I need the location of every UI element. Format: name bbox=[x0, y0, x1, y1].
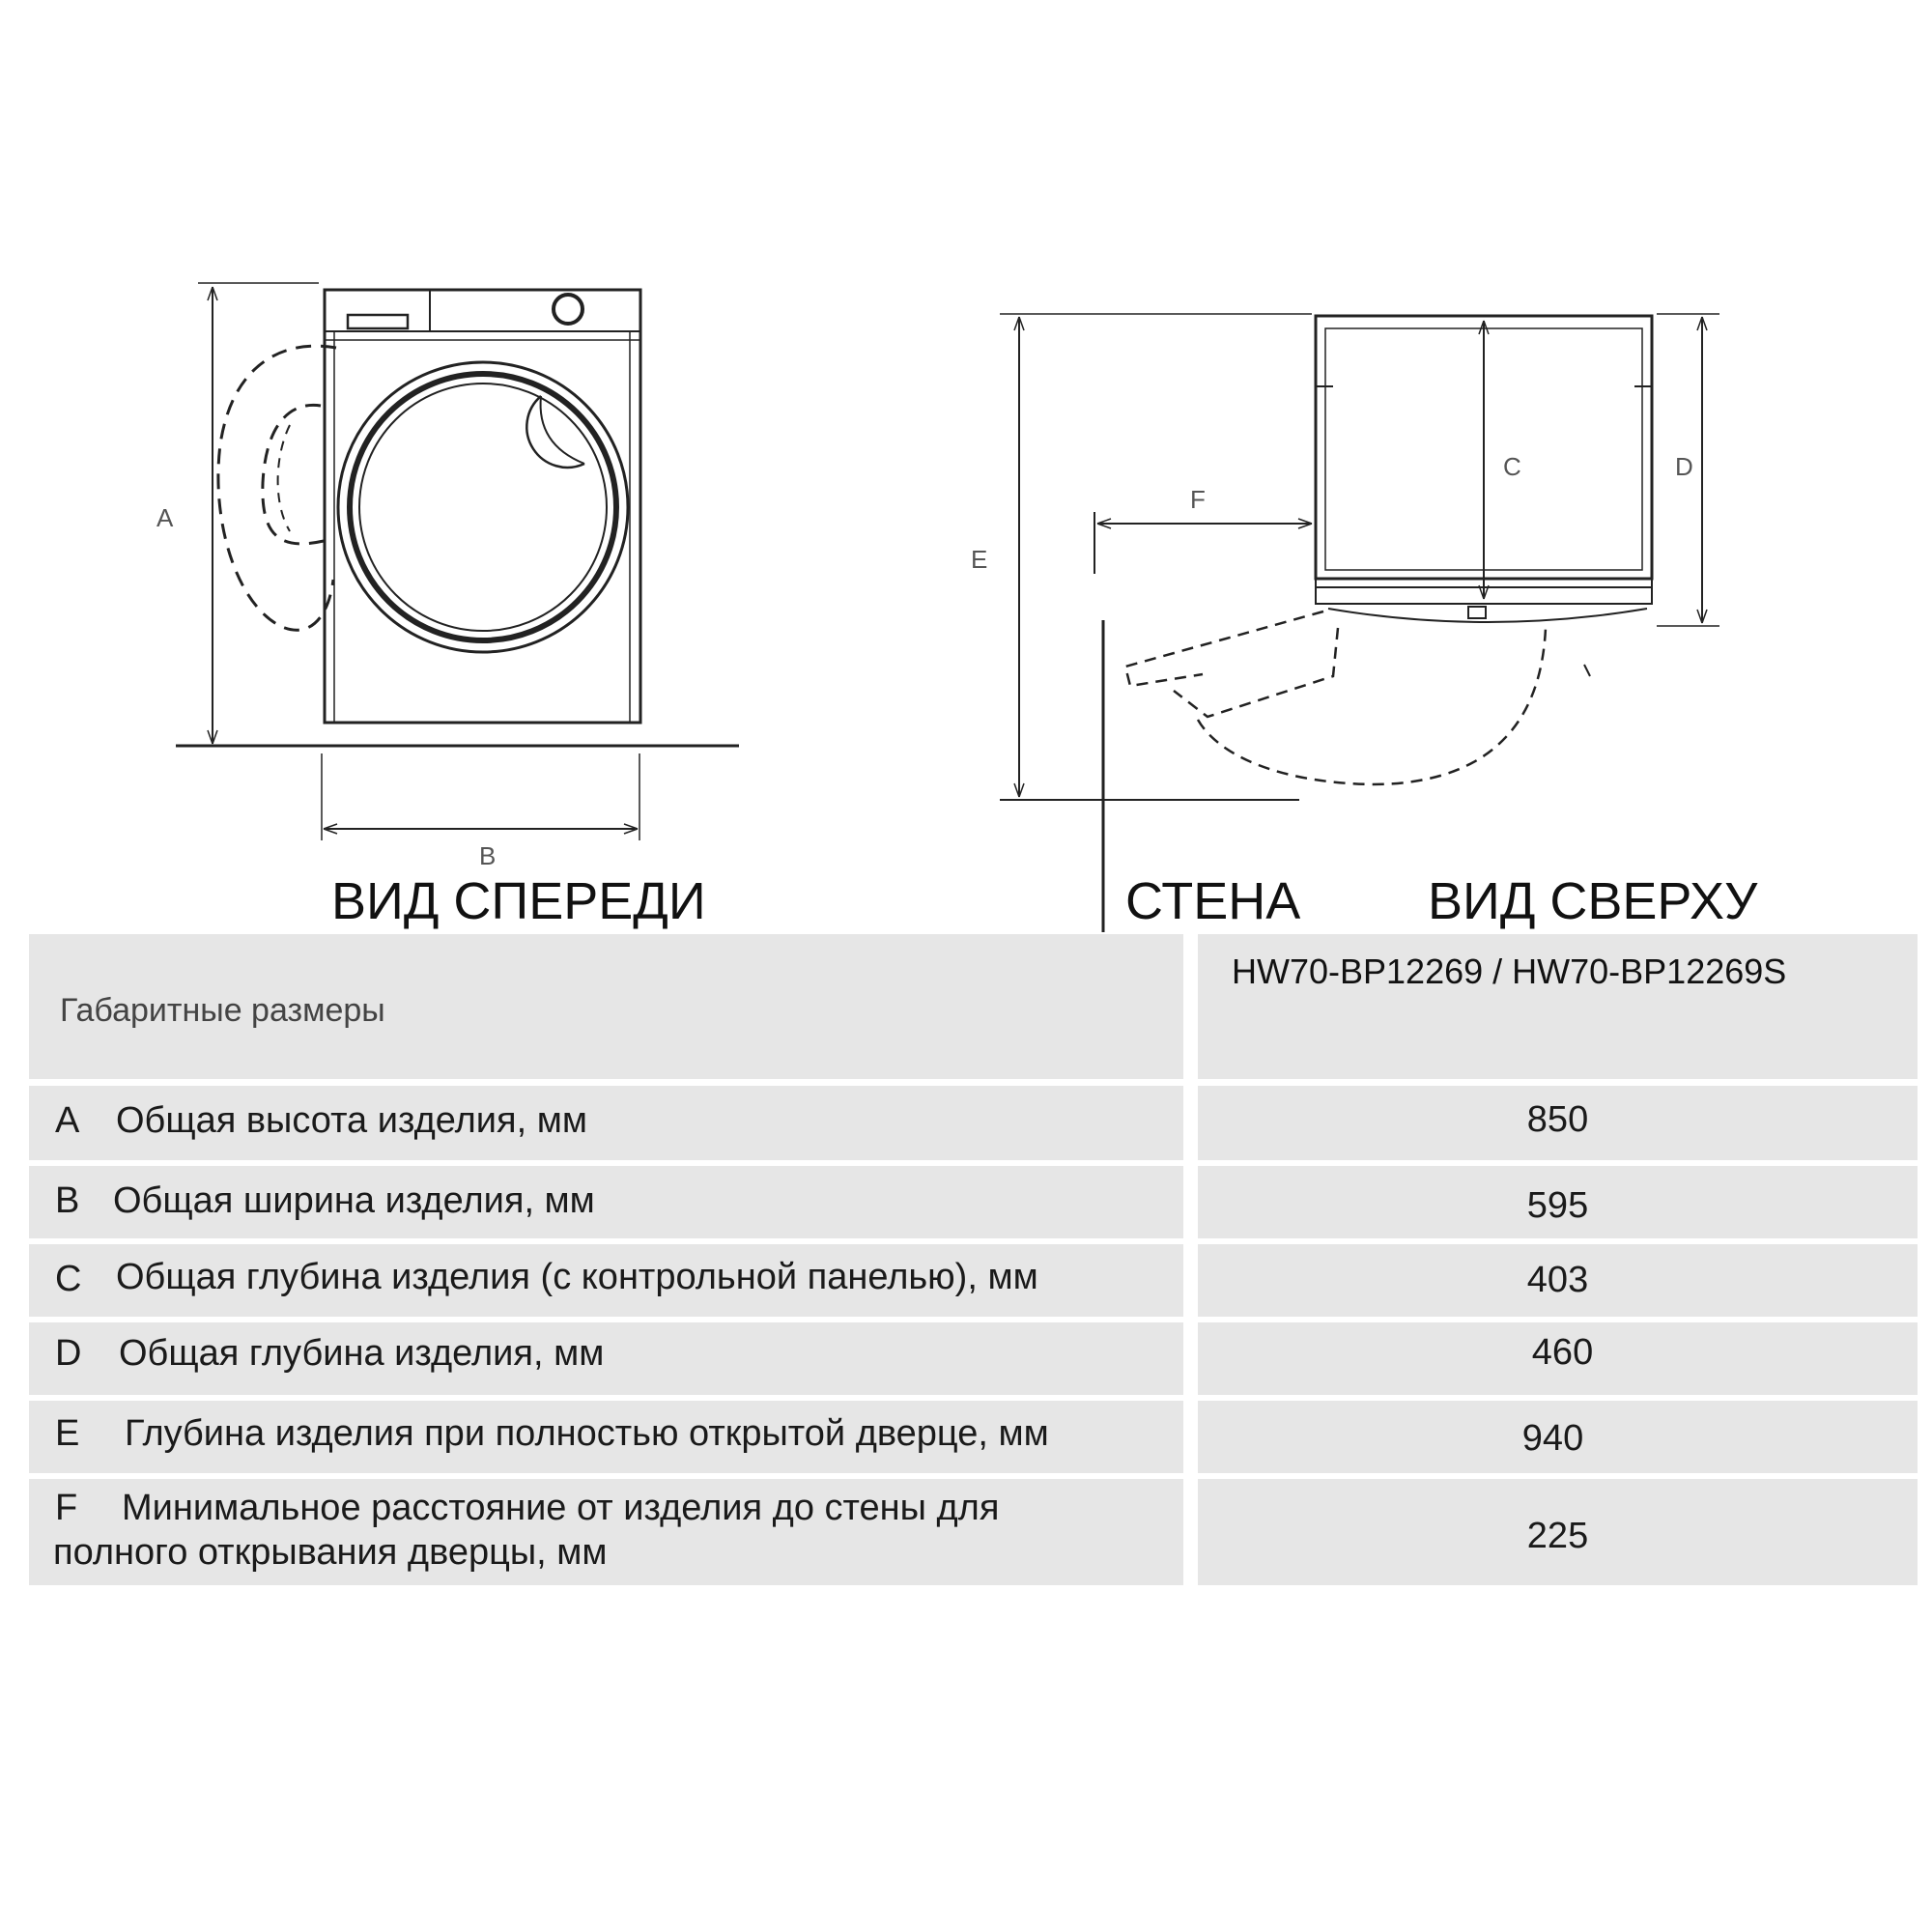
table-header-label: Габаритные размеры bbox=[60, 992, 385, 1029]
dim-letter-a: A bbox=[156, 503, 174, 532]
row-description: Общая глубина изделия, мм bbox=[119, 1333, 605, 1374]
dim-letter-d: D bbox=[1675, 452, 1693, 481]
dim-letter-f: F bbox=[1190, 485, 1206, 514]
table-header-row bbox=[29, 934, 1918, 1079]
row-description: Общая высота изделия, мм bbox=[116, 1100, 587, 1141]
row-description: Глубина изделия при полностью открытой дверце, мм bbox=[125, 1413, 1049, 1454]
row-letter: F bbox=[55, 1488, 78, 1528]
dim-letter-e: E bbox=[971, 545, 988, 574]
row-description: Общая глубина изделия (с контрольной панелью), мм bbox=[116, 1257, 1038, 1297]
row-letter: D bbox=[55, 1333, 82, 1374]
table-header-model: HW70-BP12269 / HW70-BP12269S bbox=[1232, 952, 1787, 991]
top-view-title: ВИД СВЕРХУ bbox=[1428, 872, 1758, 930]
row-letter: C bbox=[55, 1259, 82, 1299]
row-value: 595 bbox=[1526, 1185, 1589, 1226]
table-row bbox=[29, 1166, 1918, 1238]
row-value: 403 bbox=[1526, 1260, 1589, 1300]
row-description: Минимальное расстояние от изделия до стены для bbox=[122, 1488, 1000, 1528]
door-ring bbox=[350, 374, 616, 640]
table-row bbox=[29, 1479, 1918, 1585]
row-letter: B bbox=[55, 1180, 80, 1221]
wall-label: СТЕНА bbox=[1125, 872, 1301, 930]
row-letter: E bbox=[55, 1413, 80, 1454]
door-glass bbox=[359, 384, 607, 631]
table-row bbox=[29, 1322, 1918, 1395]
front-view-drawing bbox=[176, 283, 739, 840]
door-outer bbox=[338, 362, 628, 652]
program-knob bbox=[554, 295, 582, 324]
row-value: 850 bbox=[1526, 1099, 1589, 1140]
dim-letter-b: B bbox=[479, 841, 497, 870]
row-description: Общая ширина изделия, мм bbox=[113, 1180, 595, 1221]
table-row bbox=[29, 1401, 1918, 1473]
detergent-drawer bbox=[348, 315, 408, 328]
open-door-dashed bbox=[218, 346, 336, 630]
machine-body bbox=[325, 290, 640, 723]
open-door-swing-dashed bbox=[1125, 611, 1323, 686]
row-value: 225 bbox=[1526, 1516, 1589, 1556]
row-description-line2: полного открывания дверцы, мм bbox=[53, 1532, 608, 1573]
row-value: 940 bbox=[1521, 1418, 1584, 1459]
front-view-title: ВИД СПЕРЕДИ bbox=[331, 872, 706, 930]
top-view-drawing bbox=[1000, 314, 1719, 932]
row-value: 460 bbox=[1531, 1332, 1594, 1373]
table-row bbox=[29, 1244, 1918, 1317]
dim-letter-c: C bbox=[1503, 452, 1521, 481]
table-row bbox=[29, 1086, 1918, 1160]
dimension-diagram bbox=[0, 0, 1932, 947]
row-letter: A bbox=[55, 1100, 80, 1141]
